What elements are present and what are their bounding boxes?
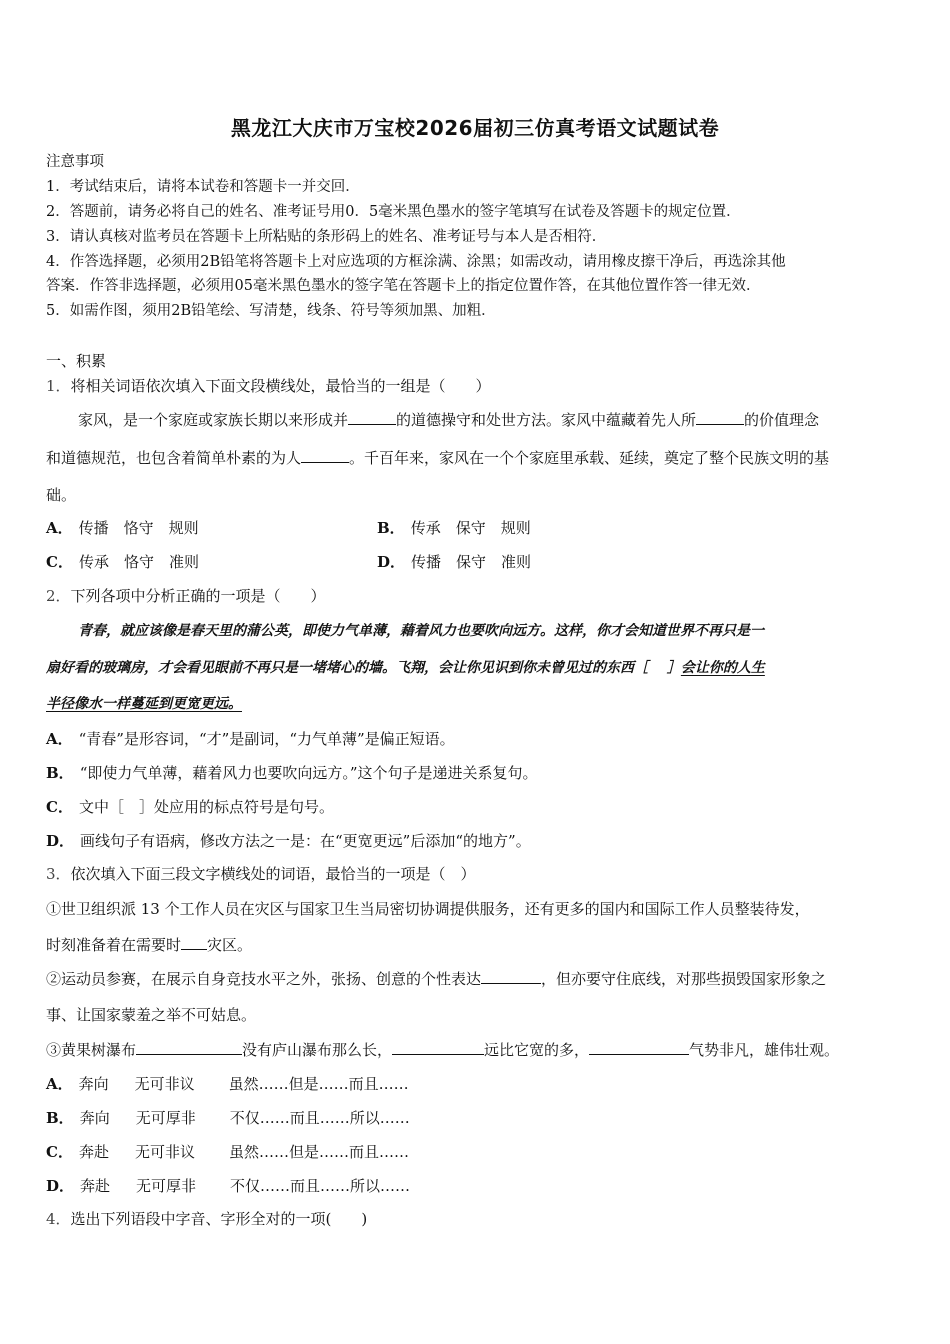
question-3-sentence-line: 事、让国家蒙羞之举不可姑息。 bbox=[46, 1006, 257, 1024]
option-text: 画线句子有语病，修改方法之一是：在“更宽更远”后添加“的地方”。 bbox=[80, 832, 531, 850]
option-label: B． bbox=[377, 519, 405, 537]
option-label: C． bbox=[46, 1143, 73, 1161]
option-word: 无可厚非 bbox=[136, 1177, 197, 1195]
passage-text: 没有庐山瀑布那么长， bbox=[242, 1041, 393, 1059]
question-number: 3． bbox=[46, 865, 71, 883]
underlined-sentence: 会让你的人生 bbox=[680, 660, 765, 676]
option-word: 不仅……而且……所以…… bbox=[229, 1109, 410, 1127]
option-text: “青春”是形容词，“才”是副词，“力气单薄”是偏正短语。 bbox=[78, 730, 455, 748]
section-heading: 一、积累 bbox=[46, 352, 107, 370]
page-title: 黑龙江大庆市万宝校2026届初三仿真考语文试题试卷 bbox=[230, 116, 720, 140]
notes-heading: 注意事项 bbox=[46, 154, 104, 170]
passage-text: 灾区。 bbox=[207, 936, 253, 954]
fill-blank bbox=[392, 1040, 484, 1055]
question-3-sentence-line bbox=[46, 968, 908, 989]
notes-item: 3．请认真核对监考员在答题卡上所粘贴的条形码上的姓名、准考证号与本人是否相符． bbox=[46, 229, 607, 245]
notes-item: 2．答题前，请务必将自己的姓名、准考证号用0．5毫米黑色墨水的签字笔填写在试卷及答题卡的规定位置． bbox=[46, 204, 741, 220]
option-word: 无可非议 bbox=[134, 1075, 195, 1093]
question-text: 下列各项中分析正确的一项是（ ） bbox=[70, 587, 326, 605]
option-d[interactable] bbox=[46, 1175, 410, 1196]
question-text: 将相关词语依次填入下面文段横线处，最恰当的一组是（ ） bbox=[70, 377, 491, 395]
passage-text: 的道德操守和处世方法。家风中蕴藏着先人所 bbox=[396, 411, 697, 429]
option-label: A． bbox=[46, 519, 73, 537]
question-2-passage-line bbox=[46, 657, 908, 677]
option-c[interactable] bbox=[46, 796, 334, 817]
option-a[interactable] bbox=[46, 517, 199, 538]
passage-text: 家风，是一个家庭或家族长期以来形成并 bbox=[78, 411, 349, 429]
option-d[interactable] bbox=[377, 551, 531, 572]
option-word: 虽然……但是……而且…… bbox=[228, 1075, 409, 1093]
option-text: 文中［ ］处应用的标点符号是句号。 bbox=[78, 798, 334, 816]
option-a[interactable] bbox=[46, 1073, 409, 1094]
question-3-sentence-line: ①世卫组织派 13 个工作人员在灾区与国家卫生当局密切协调提供服务，还有更多的国内和国际工作人员整装待发， bbox=[46, 900, 810, 918]
question-1-passage-line bbox=[46, 409, 940, 430]
option-text: 传承 保守 规则 bbox=[410, 519, 531, 537]
option-label: B． bbox=[46, 1109, 74, 1127]
passage-text: ③黄果树瀑布 bbox=[46, 1041, 137, 1059]
option-b[interactable] bbox=[46, 762, 538, 783]
option-word: 奔向 bbox=[78, 1075, 109, 1093]
question-1-stem bbox=[46, 376, 491, 396]
question-1-passage-line: 础。 bbox=[46, 486, 77, 504]
question-2-stem bbox=[46, 586, 326, 606]
option-c[interactable] bbox=[46, 551, 199, 572]
option-b[interactable] bbox=[377, 517, 531, 538]
option-label: A． bbox=[46, 730, 73, 748]
passage-text: 气势非凡，雄伟壮观。 bbox=[689, 1041, 840, 1059]
question-1-passage-line bbox=[46, 447, 908, 468]
option-text: “即使力气单薄，藉着风力也要吹向远方。”这个句子是递进关系复句。 bbox=[79, 764, 538, 782]
question-3-stem bbox=[46, 864, 476, 884]
passage-text: 扇好看的玻璃房，才会看见眼前不再只是一堵堵心的墙。飞翔，会让你见识到你未曾见过的东西［ ］ bbox=[46, 660, 681, 676]
option-a[interactable] bbox=[46, 728, 455, 749]
question-4-stem bbox=[46, 1209, 367, 1229]
option-label: C． bbox=[46, 553, 73, 571]
question-text: 依次填入下面三段文字横线处的词语，最恰当的一项是（ ） bbox=[70, 865, 476, 883]
question-number: 2． bbox=[46, 587, 71, 605]
fill-blank bbox=[589, 1040, 689, 1055]
passage-text: 时刻准备着在需要时 bbox=[46, 936, 182, 954]
passage-text: ②运动员参赛，在展示自身竞技水平之外，张扬、创意的个性表达 bbox=[46, 970, 482, 988]
option-word: 奔向 bbox=[79, 1109, 110, 1127]
question-2-passage-line: 青春，就应该像是春天里的蒲公英，即使力气单薄，藉着风力也要吹向远方。这样，你才会知道世界不再只是一 bbox=[78, 623, 764, 639]
passage-text: 。千百年来，家风在一个个家庭里承载、延续，奠定了整个民族文明的基 bbox=[349, 449, 830, 467]
option-text: 传播 恪守 规则 bbox=[78, 519, 199, 537]
option-label: D． bbox=[377, 553, 406, 571]
option-label: D． bbox=[46, 832, 75, 850]
option-word: 不仅……而且……所以…… bbox=[230, 1177, 411, 1195]
passage-text: 远比它宽的多， bbox=[484, 1041, 590, 1059]
option-word: 虽然……但是……而且…… bbox=[228, 1143, 409, 1161]
passage-text: 和道德规范，也包含着简单朴素的为人 bbox=[46, 449, 302, 467]
passage-text: 的价值理念 bbox=[744, 411, 820, 429]
option-label: A． bbox=[46, 1075, 73, 1093]
fill-blank bbox=[181, 935, 207, 950]
fill-blank bbox=[301, 448, 349, 463]
question-number: 4． bbox=[46, 1210, 71, 1228]
notes-item: 5．如需作图，须用2B铅笔绘、写清楚，线条、符号等须加黑、加粗． bbox=[46, 303, 496, 319]
question-3-sentence-line bbox=[46, 1039, 908, 1060]
question-text: 选出下列语段中字音、字形全对的一项( ) bbox=[70, 1210, 368, 1228]
notes-item: 答案．作答非选择题，必须用05毫米黑色墨水的签字笔在答题卡上的指定位置作答，在其他位置作答一律无效． bbox=[46, 278, 761, 294]
fill-blank bbox=[348, 410, 396, 425]
fill-blank bbox=[481, 969, 541, 984]
passage-text: ，但亦要守住底线，对那些损毁国家形象之 bbox=[541, 970, 827, 988]
question-3-sentence-line bbox=[46, 934, 908, 955]
option-word: 奔赴 bbox=[78, 1143, 109, 1161]
option-c[interactable] bbox=[46, 1141, 409, 1162]
notes-item: 1．考试结束后，请将本试卷和答题卡一并交回． bbox=[46, 179, 360, 195]
option-word: 无可厚非 bbox=[135, 1109, 196, 1127]
option-word: 无可非议 bbox=[134, 1143, 195, 1161]
fill-blank bbox=[696, 410, 744, 425]
option-word: 奔赴 bbox=[80, 1177, 111, 1195]
option-label: D． bbox=[46, 1177, 75, 1195]
option-b[interactable] bbox=[46, 1107, 410, 1128]
option-d[interactable] bbox=[46, 830, 531, 851]
option-label: B． bbox=[46, 764, 74, 782]
notes-item: 4．作答选择题，必须用2B铅笔将答题卡上对应选项的方框涂满、涂黑；如需改动，请用橡皮擦干净后，再选涂其他 bbox=[46, 254, 786, 270]
option-text: 传播 保守 准则 bbox=[411, 553, 532, 571]
option-label: C． bbox=[46, 798, 73, 816]
question-2-passage-line bbox=[46, 693, 908, 713]
option-text: 传承 恪守 准则 bbox=[78, 553, 199, 571]
fill-blank bbox=[136, 1040, 242, 1055]
question-number: 1． bbox=[46, 377, 71, 395]
underlined-sentence: 半径像水一样蔓延到更宽更远。 bbox=[46, 696, 242, 712]
